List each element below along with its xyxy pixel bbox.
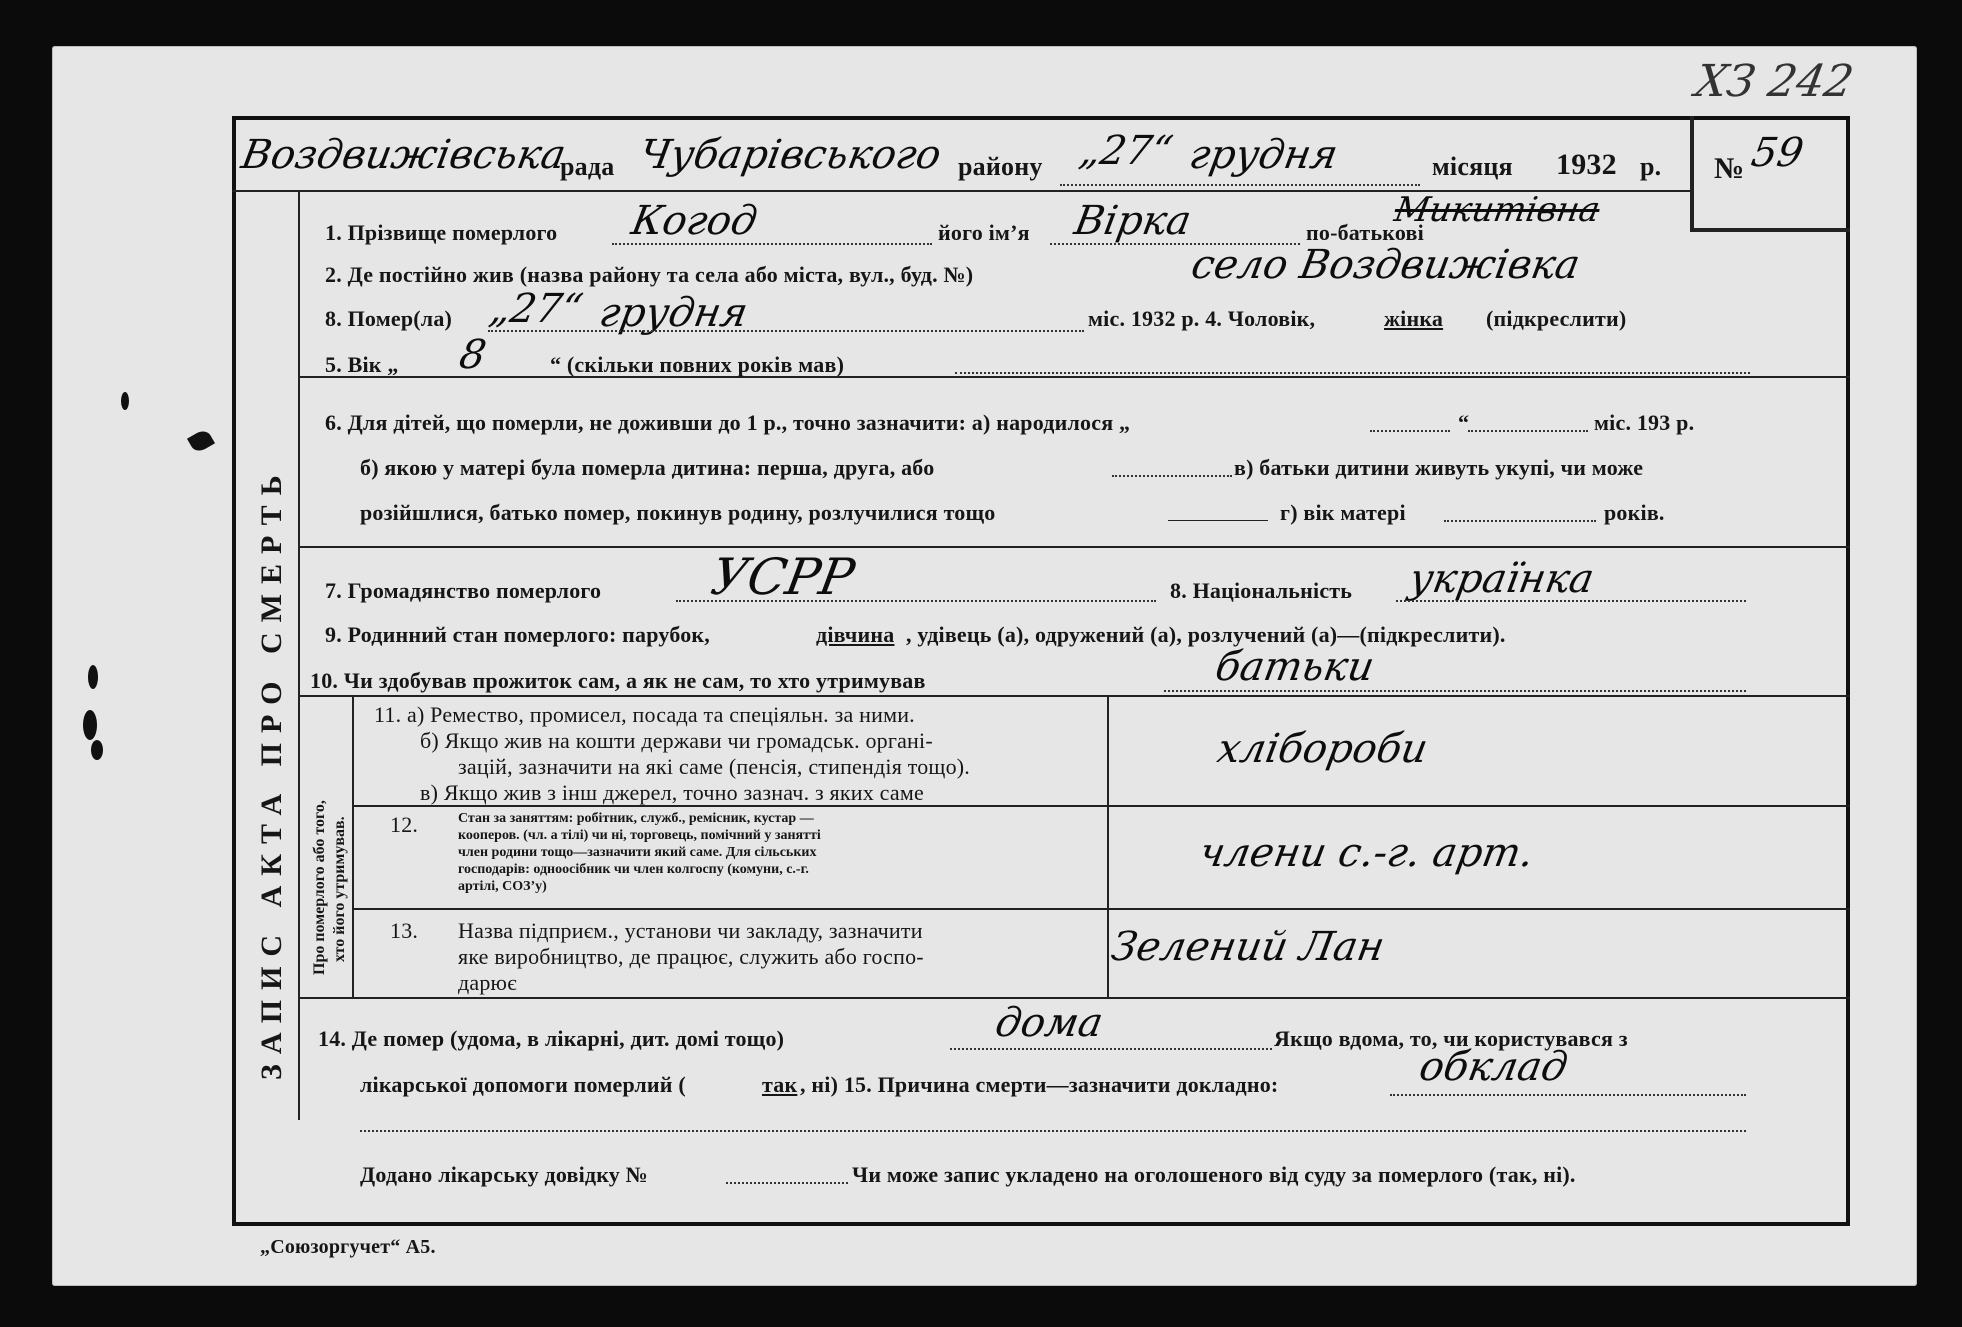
- age-label: 5. Вік „: [325, 352, 399, 377]
- row-12-number: 12.: [390, 812, 419, 837]
- occupation-b2: зацій, зазначити на які саме (пенсія, стипендія тощо).: [458, 754, 970, 779]
- side-column-border: [298, 190, 300, 1120]
- occupation-b: б) Якщо жив на кошти держави чи громадськ. органі-: [420, 728, 933, 753]
- infant-line-1-end: міс. 193 р.: [1594, 410, 1695, 435]
- cause-of-death-label: , ні) 15. Причина смерти—зазначити докладно:: [800, 1072, 1279, 1097]
- section-rule: [298, 997, 1850, 999]
- citizenship-handwritten: УСРР: [706, 548, 859, 606]
- mother-age-end: років.: [1604, 500, 1665, 525]
- fill-line: [488, 330, 1084, 332]
- death-day-handwritten: „27“: [485, 286, 587, 332]
- death-date-label: 8. Помер(ла): [325, 306, 453, 331]
- occupation-handwritten: хлібороби: [1213, 726, 1432, 772]
- patronymic-handwritten: Микитівна: [1391, 190, 1604, 230]
- council-label: рада: [560, 152, 615, 181]
- fill-line: [676, 600, 1156, 602]
- fill-line: [360, 1130, 1746, 1132]
- name-handwritten: Вірка: [1070, 198, 1195, 244]
- answer-column-border: [1107, 695, 1109, 997]
- district-handwritten: Чубарівського: [635, 132, 945, 178]
- workplace-line-3: дарює: [458, 970, 517, 995]
- fill-line: [1112, 475, 1232, 477]
- sex-hint: (підкреслити): [1486, 306, 1627, 331]
- fill-line: [1164, 690, 1746, 692]
- surname-handwritten: Когод: [627, 198, 761, 244]
- medical-help-line-a: лікарської допомоги померлий (: [360, 1072, 686, 1097]
- sex-female-underlined: жінка: [1384, 306, 1444, 331]
- nationality-handwritten: українка: [1405, 556, 1598, 602]
- fill-line: [1468, 430, 1588, 432]
- marital-options: , удівець (а), одружений (а), розлучений (а)—(підкреслити).: [906, 622, 1506, 647]
- medical-certificate-label: Додано лікарську довідку №: [360, 1162, 648, 1187]
- ink-spot: [91, 740, 103, 760]
- social-status-line-3: член родини тощо—зазначити який саме. Для сільських: [458, 845, 817, 860]
- fill-line: [612, 243, 932, 245]
- social-status-line-2: кооперов. (чл. а тілі) чи ні, торговець, помічний у занятті: [458, 828, 821, 843]
- section-rule: [352, 908, 1850, 910]
- infant-line-1-quote: “: [1458, 410, 1470, 435]
- name-label: його ім’я: [938, 220, 1030, 245]
- fill-line: [1060, 184, 1420, 186]
- fill-line: [950, 1048, 1272, 1050]
- workplace-handwritten: Зелений Лан: [1107, 924, 1388, 970]
- number-box-bottom: [1690, 228, 1850, 232]
- place-of-death-label: 14. Де помер (удома, в лікарні, дит. домі тощо): [318, 1026, 785, 1051]
- archive-mark: ХЗ 242: [1691, 56, 1858, 107]
- fill-line: [1396, 600, 1746, 602]
- medical-help-label: Якщо вдома, то, чи користувався з: [1274, 1026, 1628, 1051]
- ink-spot: [88, 665, 98, 689]
- court-record-label: Чи може запис укладено на оголошеного від суду за померлого (так, ні).: [852, 1162, 1576, 1187]
- social-status-line-5: артілі, СОЗ’у): [458, 879, 547, 894]
- year-suffix: р.: [1640, 152, 1662, 181]
- support-handwritten: батьки: [1211, 644, 1378, 690]
- district-label: району: [958, 152, 1043, 181]
- occupation-column-border: [352, 695, 354, 997]
- ink-spot: [121, 392, 129, 410]
- infant-line-2-tail: в) батьки дитини живуть укупі, чи може: [1234, 455, 1644, 480]
- nationality-label: 8. Національність: [1170, 578, 1353, 603]
- workplace-line-2: яке виробництво, де працює, служить або госпо-: [458, 944, 924, 969]
- side-title: ЗАПИС АКТА ПРО СМЕРТЬ: [255, 465, 288, 1080]
- village-council-handwritten: Воздвижівська: [237, 132, 570, 178]
- fill-line: [1168, 520, 1268, 521]
- death-month-handwritten: грудня: [595, 290, 752, 336]
- social-status-line-4: господарів: одноосібник чи член колгоспу (комуни, с.-г.: [458, 862, 809, 877]
- age-hint: “ (скільки повних років мав): [550, 352, 845, 377]
- printer-imprint: „Союзоргучет“ А5.: [260, 1236, 436, 1258]
- section-rule: [298, 695, 1850, 697]
- support-label: 10. Чи здобував прожиток сам, а як не сам, то хто утримував: [310, 668, 926, 693]
- infant-line-1: 6. Для дітей, що померли, не доживши до 1 р., точно зазначити: а) народилося „: [325, 410, 1131, 435]
- fill-line: [955, 372, 1750, 374]
- occupation-a: 11. а) Ремество, промисел, посада та спеціяльн. за ними.: [374, 702, 915, 727]
- month-handwritten: грудня: [1185, 132, 1342, 178]
- place-of-death-handwritten: дома: [991, 1000, 1107, 1046]
- social-status-line-1: Стан за заняттям: робітник, служб., ремісник, кустар —: [458, 811, 814, 826]
- row-13-number: 13.: [390, 918, 419, 943]
- death-year-label: міс. 1932 р. 4. Чоловік,: [1088, 306, 1316, 331]
- number-box-border: [1690, 116, 1694, 228]
- infant-line-3: розійшлися, батько помер, покинув родину, розлучилися тощо: [360, 500, 996, 525]
- ink-spot: [83, 710, 97, 740]
- infant-line-2: б) якою у матері була померла дитина: перша, друга, або: [360, 455, 935, 480]
- section-rule: [298, 546, 1850, 548]
- fill-line: [1370, 430, 1450, 432]
- patronymic-label: по-батькові: [1306, 220, 1424, 245]
- marital-label: 9. Родинний стан померлого: парубок,: [325, 622, 711, 647]
- number-handwritten: 59: [1747, 130, 1807, 176]
- fill-line: [1444, 520, 1596, 522]
- workplace-line-1: Назва підприєм., установи чи закладу, зазначити: [458, 918, 923, 943]
- side-subtitle-1: Про померлого або того,: [311, 800, 328, 975]
- year-value: 1932: [1556, 148, 1617, 181]
- cause-of-death-handwritten: обклад: [1415, 1044, 1572, 1090]
- month-label: місяця: [1432, 152, 1513, 181]
- number-label: №: [1714, 152, 1745, 185]
- day-handwritten: „27“: [1075, 128, 1177, 174]
- residence-label: 2. Де постійно жив (назва району та села або міста, вул., буд. №): [325, 262, 974, 287]
- occupation-c: в) Якщо жив з інш джерел, точно зазнач. з яких саме: [420, 780, 924, 805]
- age-handwritten: 8: [455, 332, 490, 378]
- social-status-handwritten: члени с.-г. арт.: [1195, 830, 1538, 876]
- section-rule: [298, 376, 1850, 378]
- side-subtitle-2: хто його утримував.: [331, 816, 348, 962]
- marital-girl-underlined: дівчина: [816, 622, 895, 647]
- fill-line: [726, 1182, 848, 1184]
- surname-label: 1. Прізвище померлого: [325, 220, 558, 245]
- mother-age-label: г) вік матері: [1280, 500, 1406, 525]
- residence-handwritten: село Воздвижівка: [1187, 242, 1584, 288]
- citizenship-label: 7. Громадянство померлого: [325, 578, 602, 603]
- fill-line: [1390, 1094, 1746, 1096]
- medical-help-yes-underlined: так: [762, 1072, 798, 1097]
